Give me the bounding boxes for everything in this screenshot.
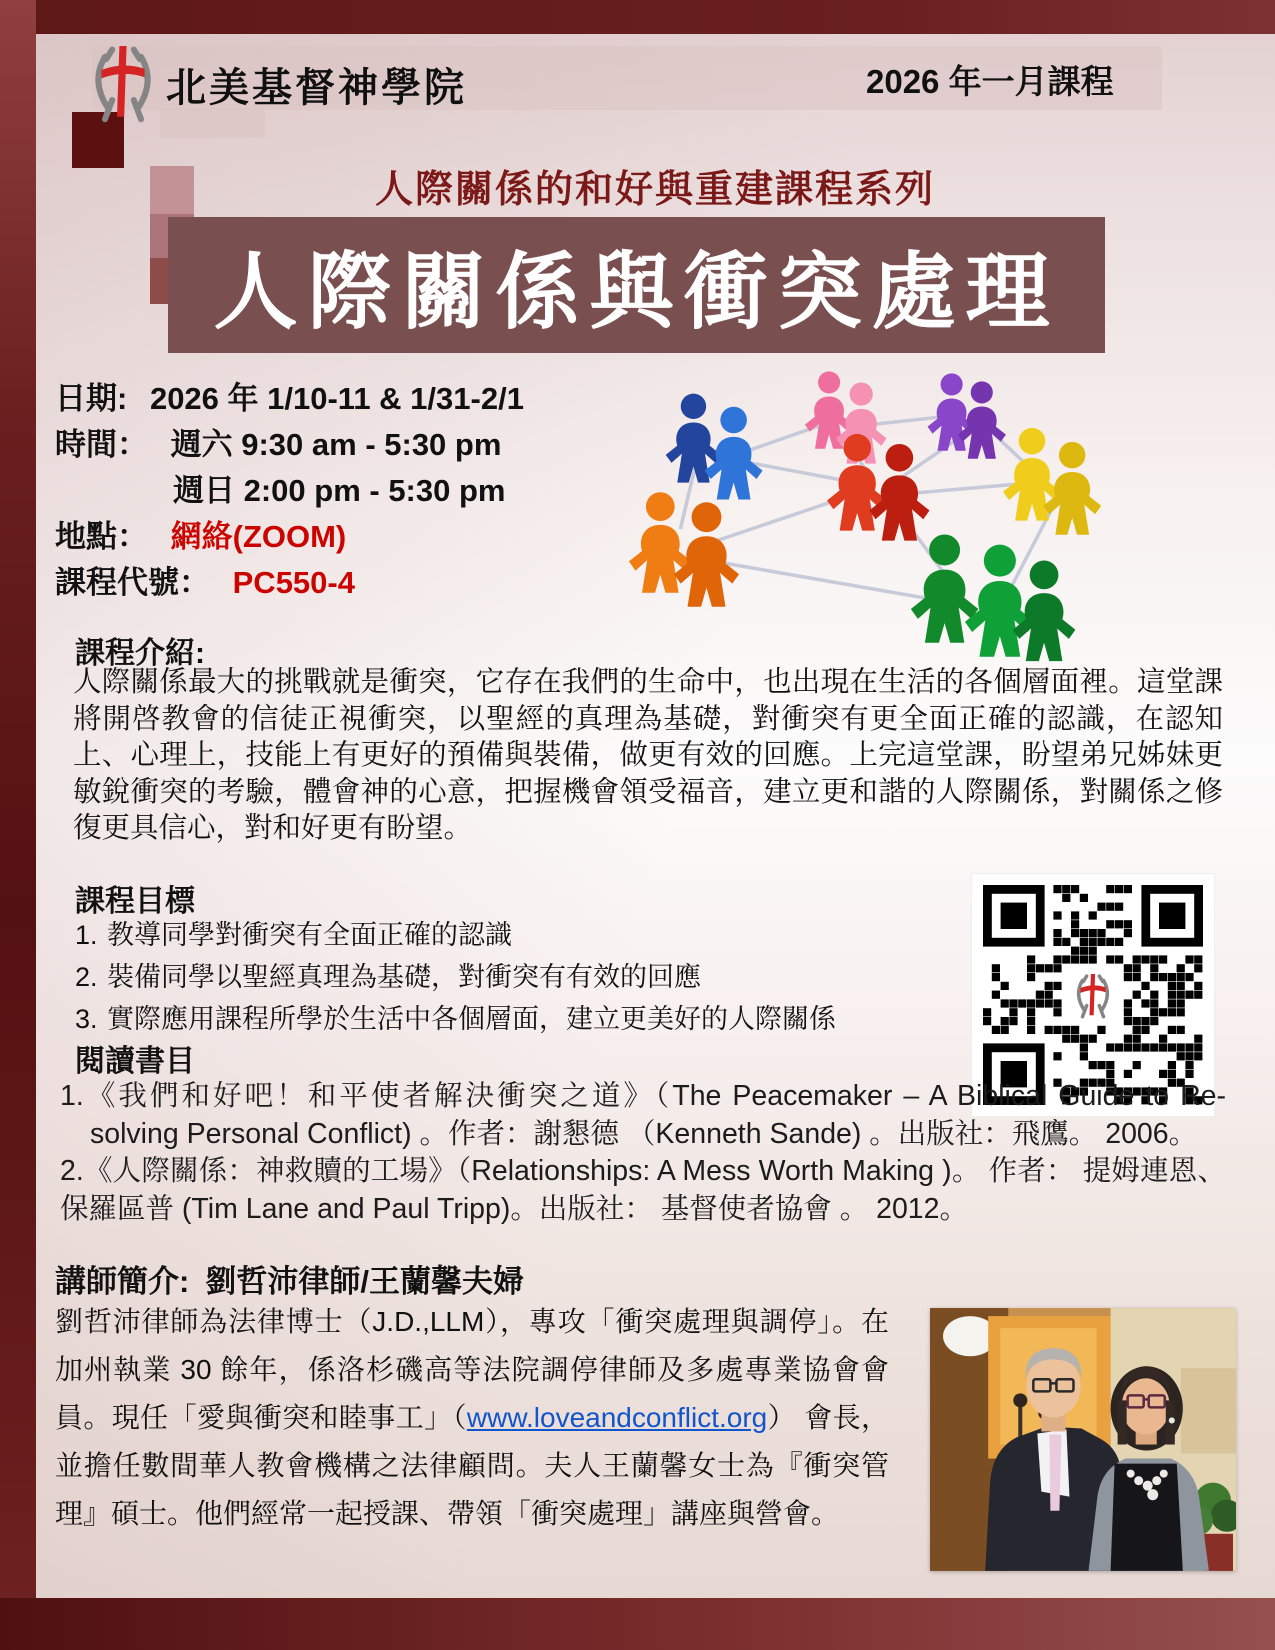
objectives-list (75, 914, 955, 1040)
bio-text: 劉哲沛律師為法律博士（J.D.,LLM），專攻「衝突處理與調停」。在加州執業 30 餘年，係洛杉磯高等法院調停律師及多處專業協會會員。現任「愛與衝突和睦事工」（ (55, 1306, 889, 1433)
reading-list (60, 1078, 1226, 1228)
org-name: 北美基督神學院 (166, 64, 467, 111)
reading-item-1: 1.《我們和好吧！和平使者解決衝突之道》（The Peacemaker – A Biblical Guide to Re-solving Personal Conflict) 。作者：謝懇德 （Kenneth Sande) 。出版社：飛鷹。 2006。 (60, 1080, 1226, 1150)
frame-top-border (0, 0, 1275, 34)
objective-text: 裝備同學以聖經真理為基礎，對衝突有有效的回應 (107, 962, 701, 992)
location-row (55, 514, 665, 560)
objective-number: 1. (75, 920, 98, 950)
instructor-bio (55, 1298, 889, 1538)
objective-text: 實際應用課程所學於生活中各個層面，建立更美好的人際關係 (107, 1004, 836, 1034)
reading-heading: 閱讀書目 (75, 1045, 195, 1078)
time-saturday: 週六 9:30 am - 5:30 pm (170, 427, 502, 462)
intro-body: 人際關係最大的挑戰就是衝突，它存在我們的生命中，也出現在生活的各個層面裡。這堂課將開啓教會的信徒正視衝突，以聖經的真理為基礎，對衝突有更全面正確的認識，在認知上、心理上，技能上有更好的預備與裝備，做更有效的回應。上完這堂課，盼望弟兄姊妹更敏銳衝突的考驗，體會神的心意，把握機會領受福音，建立更和諧的人際關係，對關係之修復更具信心，對和好更有盼望。 (73, 666, 1223, 844)
bio-text: ） 會長，並擔任數間華人教會機構之法律顧問。夫人王蘭馨女士為『衝突管理』碩士。他們經常一起授課、帶領「衝突處理」講座與營會。 (55, 1402, 889, 1529)
instructor-couple-photo (930, 1308, 1236, 1571)
instructor-heading (55, 1256, 524, 1301)
objective-text: 教導同學對衝突有全面正確的認識 (107, 920, 512, 950)
network-people-illustration (598, 360, 1246, 662)
time-row-saturday (55, 422, 665, 468)
location-label: 地點： (55, 519, 148, 554)
time-label: 時間： (55, 427, 148, 462)
intro-heading: 課程介紹: (75, 637, 205, 670)
course-info (55, 376, 665, 606)
objective-item (75, 998, 955, 1040)
objective-item (75, 956, 955, 998)
date-row (55, 376, 665, 422)
loveandconflict-link[interactable]: www.loveandconflict.org (466, 1402, 768, 1433)
term-label: 2026 年一月課程 (866, 63, 1114, 100)
date-value: 2026 年 1/10-11 & 1/31-2/1 (149, 381, 524, 416)
location-value: 網絡(ZOOM) (170, 519, 347, 554)
objectives-heading: 課程目標 (75, 885, 195, 918)
reading-item-2: 2.《人際關係：神救贖的工場》（Relationships: A Mess Worth Making )。 作者： 提姆連恩、保羅區普 (Tim Lane and Paul Tripp)。出版社： 基督使者協會 。 2012。 (60, 1155, 1226, 1225)
objective-number: 2. (75, 962, 98, 992)
time-row-sunday (55, 468, 665, 514)
course-code-row (55, 560, 665, 606)
date-label: 日期: (55, 381, 128, 416)
instructor-heading-label: 講師簡介: (55, 1264, 190, 1299)
course-code-label: 課程代號： (55, 565, 210, 600)
main-title: 人際關係與衝突處理 (213, 241, 1060, 341)
series-title: 人際關係的和好與重建課程系列 (374, 169, 935, 211)
time-sunday: 週日 2:00 pm - 5:30 pm (173, 473, 506, 508)
frame-left-border (0, 0, 36, 1650)
seminary-logo-icon (84, 40, 162, 124)
course-code-value: PC550-4 (232, 565, 355, 600)
objective-item (75, 914, 955, 956)
title-banner (168, 217, 1105, 353)
frame-bottom-border (0, 1598, 1275, 1650)
instructor-names: 劉哲沛律師/王蘭馨夫婦 (205, 1264, 524, 1299)
objective-number: 3. (75, 1004, 98, 1034)
